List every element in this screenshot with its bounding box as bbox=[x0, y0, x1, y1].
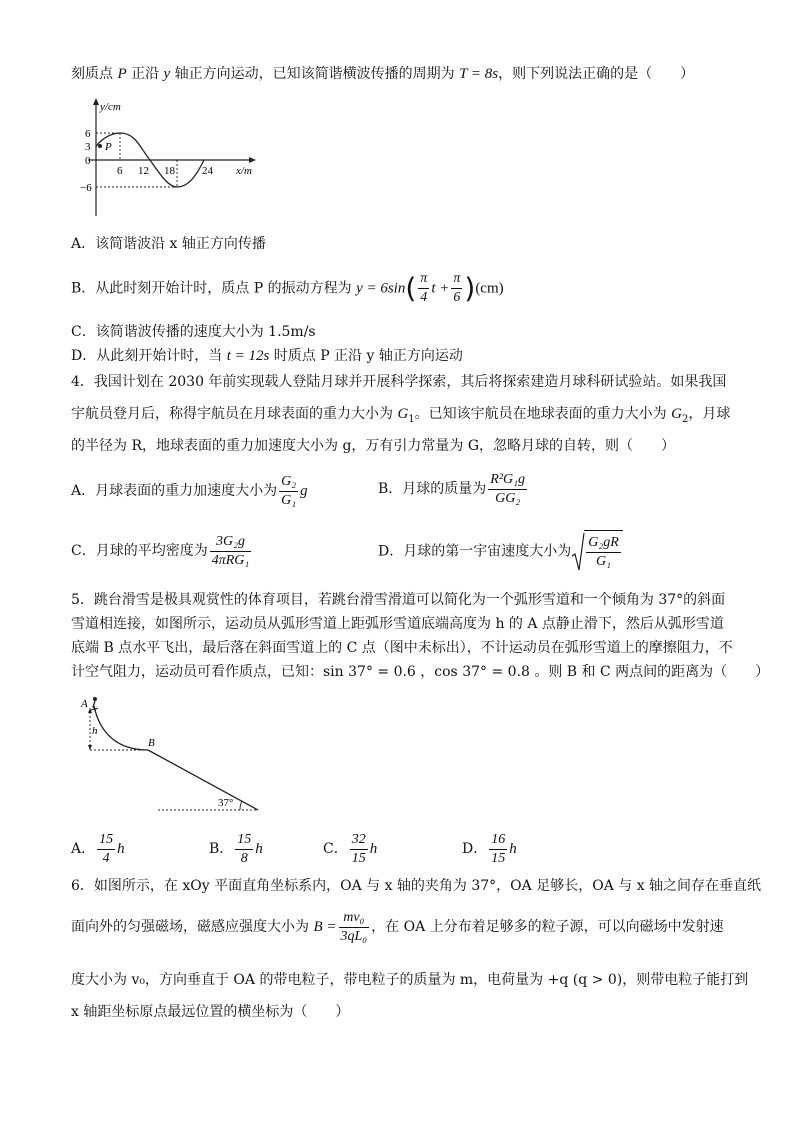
q5-line-3: 底端 B 点水平飞出，最后落在斜面雪道上的 C 点（图中未标出），不计运动员在弧形雪道上的摩擦阻力，不 bbox=[71, 640, 733, 656]
x-tick-label: 12 bbox=[138, 165, 149, 177]
q3-intro-text: 正沿 bbox=[126, 66, 164, 82]
y-tick-label: 3 bbox=[85, 141, 91, 153]
y-tick-label: 0 bbox=[85, 155, 91, 167]
q3-option-b-unit: (cm) bbox=[475, 280, 504, 297]
y-tick-label: −6 bbox=[80, 182, 92, 194]
arrow-up-icon bbox=[88, 708, 92, 713]
q3-option-c: C．该简谐波传播的速度大小为 1.5m/s bbox=[71, 324, 316, 340]
x-axis-arrow bbox=[249, 157, 256, 163]
q3-intro bbox=[71, 64, 694, 84]
q5-option-d: D． $\frac{16}{15}$ h bbox=[462, 831, 517, 866]
fraction: $\frac{\text{mv₀}}{\text{3qL₀}}$ bbox=[340, 909, 368, 944]
fraction: $\frac{32}{15}$ bbox=[351, 831, 366, 866]
q6-line-2: 面向外的匀强磁场，磁感应强度大小为 B = $\frac{\text{mv₀}}{\text{3qL₀}}$ ，在 OA 上分布着足够多的粒子源，可以向磁场中发射速 bbox=[71, 909, 724, 944]
q5-option-a: A． $\frac{15}{4}$ h bbox=[71, 831, 125, 866]
q4-line-3: 的半径为 R，地球表面的重力加速度大小为 g，万有引力常量为 G，忽略月球的自转，则（ ） bbox=[71, 438, 676, 454]
y-axis-arrow bbox=[93, 98, 99, 105]
q3-intro-var-y: y bbox=[163, 66, 171, 82]
q6-line-1: 6．如图所示，在 xOy 平面直角坐标系内，OA 与 x 轴的夹角为 37°，OA 足够长，OA 与 x 轴之间存在垂直纸 bbox=[71, 878, 762, 894]
ski-slope-figure bbox=[78, 694, 278, 818]
q3-option-b bbox=[71, 270, 504, 304]
q3-intro-text: 刻质点 bbox=[71, 66, 118, 82]
label-h: h bbox=[92, 725, 98, 737]
q5-line-4: 计空气阻力，运动员可看作质点，已知：sin 37° = 0.6 ，cos 37° = 0.8 。则 B 和 C 两点间的距离为（ ） bbox=[71, 664, 770, 680]
q3-period: T = 8s bbox=[459, 66, 499, 82]
angle-label: 37° bbox=[218, 797, 234, 809]
fraction: $\frac{\pi}{4}$ bbox=[420, 271, 428, 305]
q6-line-4: x 轴距坐标原点最远位置的横坐标为（ ） bbox=[71, 1004, 350, 1020]
point-p bbox=[98, 144, 102, 148]
curved-track bbox=[94, 706, 148, 750]
q5-line-1: 5．跳台滑雪是极具观赏性的体育项目，若跳台滑雪滑道可以简化为一个弧形雪道和一个倾角为 37°的斜面 bbox=[71, 592, 726, 608]
q4-option-b: B．月球的质量为 $\frac{\text{R²G₁g}}{\text{GG₂}}$ bbox=[378, 471, 526, 506]
fraction: $\frac{15}{4}$ bbox=[99, 831, 114, 866]
q3-option-b-text: B．从此时刻开始计时，质点 P 的振动方程为 bbox=[71, 280, 357, 297]
fraction: $\frac{16}{15}$ bbox=[491, 831, 506, 866]
x-tick-label: 24 bbox=[202, 165, 213, 177]
q5-option-c: C． $\frac{32}{15}$ h bbox=[323, 831, 378, 866]
q6-line-3: 度大小为 v₀，方向垂直于 OA 的带电粒子，带电粒子的质量为 m，电荷量为 +q (q > 0)，则带电粒子能打到 bbox=[71, 972, 749, 988]
wave-graph bbox=[78, 96, 268, 220]
fraction: $\frac{15}{8}$ bbox=[237, 831, 252, 866]
fraction: $\frac{\pi}{6}$ bbox=[453, 271, 461, 305]
fraction: $\frac{\text{3G₂g}}{\text{4πRG₁}}$ bbox=[211, 533, 250, 568]
fraction: $\frac{\text{R²G₁g}}{\text{GG₂}}$ bbox=[490, 471, 526, 506]
y-axis-label: y/cm bbox=[100, 101, 121, 113]
square-root bbox=[571, 530, 623, 573]
skier-icon bbox=[91, 697, 98, 710]
label-a: A bbox=[81, 698, 88, 710]
q5-option-b: B． $\frac{15}{8}$ h bbox=[209, 831, 263, 866]
q3-intro-var-p: P bbox=[117, 66, 127, 82]
q3-option-b-eq: t + bbox=[431, 280, 450, 297]
fraction: $\frac{\text{G₂}}{\text{G₁}}$ bbox=[281, 473, 297, 508]
q4-option-c: C．月球的平均密度为 $\frac{\text{3G₂g}}{\text{4πRG₁}}$ bbox=[71, 533, 250, 568]
radical-sign-icon bbox=[571, 532, 585, 572]
label-b: B bbox=[148, 737, 155, 749]
x-tick-label: 6 bbox=[117, 165, 123, 177]
q3-option-b-eq: y = 6sin bbox=[356, 280, 406, 297]
q5-line-2: 雪道相连接，如图所示，运动员从弧形雪道上距弧形雪道底端高度为 h 的 A 点静止滑下，然后从弧形雪道 bbox=[71, 616, 724, 632]
y-tick-label: 6 bbox=[85, 128, 91, 140]
q3-option-d: D．从此刻开始计时，当 t = 12s 时质点 P 正沿 y 轴正方向运动 bbox=[71, 348, 463, 364]
q3-option-d-time: t = 12s bbox=[226, 348, 270, 364]
fraction: $\frac{\text{G₂gR}}{\text{G₁}}$ bbox=[588, 534, 619, 569]
q3-intro-text: 轴正方向运动，已知该简谐横波传播的周期为 bbox=[170, 66, 460, 82]
paren-left: ( bbox=[405, 271, 417, 305]
point-p-label: P bbox=[105, 141, 112, 153]
q3-intro-text: ，则下列说法正确的是（ ） bbox=[498, 66, 695, 82]
q4-line-1: 4．我国计划在 2030 年前实现载人登陆月球并开展科学探索，其后将探索建造月球科研试验站。如果我国 bbox=[71, 374, 727, 390]
paren-right: ) bbox=[464, 271, 476, 305]
arrow-down-icon bbox=[88, 745, 92, 750]
x-tick-label: 18 bbox=[164, 165, 175, 177]
q4-line-2: 宇航员登月后，称得宇航员在月球表面的重力大小为 $G_1$。已知该宇航员在地球表面的重力大小为 $G_2$，月球 bbox=[71, 406, 731, 425]
q4-option-a: A．月球表面的重力加速度大小为 $\frac{\text{G₂}}{\text{G₁}}$ g bbox=[71, 473, 308, 508]
x-axis-label: x/m bbox=[236, 165, 252, 177]
q4-option-d: D．月球的第一宇宙速度大小为 $\frac{\text{G₂gR}}{\text{G₁}}$ bbox=[378, 530, 623, 572]
angle-arc bbox=[240, 801, 242, 810]
q3-option-a: A．该简谐波沿 x 轴正方向传播 bbox=[71, 236, 266, 252]
